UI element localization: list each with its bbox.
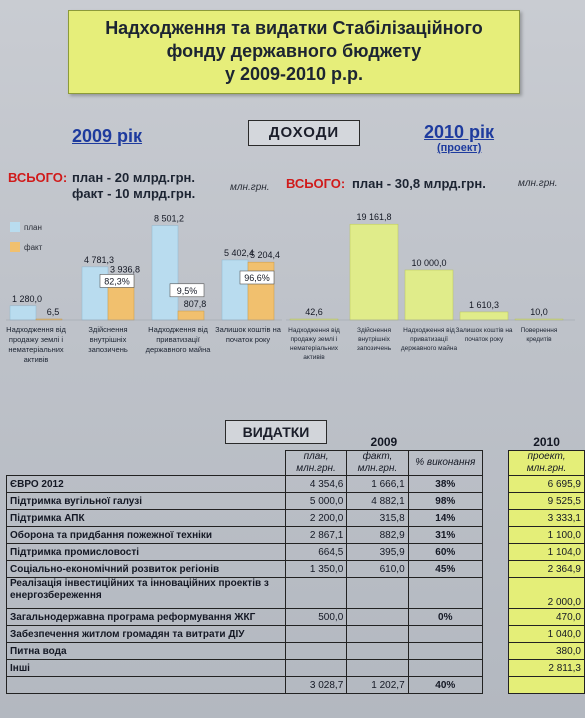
row-percent: 14% — [408, 510, 482, 527]
legend-plan-label: план — [24, 223, 42, 232]
row-plan: 664,5 — [285, 544, 346, 561]
value-label-2010: 10,0 — [530, 307, 548, 317]
category-label-2009: Надходження від — [148, 325, 208, 334]
title-box — [68, 10, 520, 94]
category-label-2009: нематеріальних — [8, 345, 64, 354]
table-row — [7, 578, 585, 609]
row-project: 1 104,0 — [509, 544, 585, 561]
row-project: 2 811,3 — [509, 660, 585, 677]
income-charts — [0, 195, 585, 400]
row-plan: 3 028,7 — [285, 677, 346, 694]
row-project: 2 364,9 — [509, 561, 585, 578]
row-fact — [347, 626, 408, 643]
row-project: 9 525,5 — [509, 493, 585, 510]
category-label-2009: активів — [23, 355, 49, 364]
category-label-2009: запозичень — [88, 345, 128, 354]
row-fact: 4 882,1 — [347, 493, 408, 510]
table-year-row — [7, 434, 585, 451]
value-label-2010: 1 610,3 — [468, 299, 500, 310]
header-plan: план, млн.грн. — [285, 451, 346, 476]
unit-label-2009: млн.грн. — [230, 182, 270, 193]
table-row — [7, 643, 585, 660]
row-project: 3 333,1 — [509, 510, 585, 527]
percent-label: 9,5% — [176, 285, 198, 296]
value-label-fact-2009: 5 204,4 — [249, 250, 281, 261]
row-name: Забезпечення житлом громадян та витрати ДІУ — [7, 626, 286, 643]
table-row — [7, 510, 585, 527]
row-plan: 2 200,0 — [285, 510, 346, 527]
category-label-2009: Надходження від — [6, 325, 66, 334]
total-label-2009: ВСЬОГО: — [8, 170, 68, 185]
category-label-2010: Повернення — [520, 327, 558, 334]
row-project: 1 040,0 — [509, 626, 585, 643]
row-percent — [408, 660, 482, 677]
category-label-2010: Надходження від — [288, 327, 340, 334]
table-row — [7, 544, 585, 561]
row-fact — [347, 609, 408, 626]
legend-fact-label: факт — [24, 243, 43, 252]
row-plan: 500,0 — [285, 609, 346, 626]
chart-2010 — [286, 212, 575, 361]
row-name: Оборона та придбання пожежної техніки — [7, 527, 286, 544]
plan-total-2009: план - 20 млрд.грн. — [72, 170, 195, 185]
table-row — [7, 626, 585, 643]
category-label-2010: кредитів — [526, 336, 552, 343]
row-percent — [408, 578, 482, 609]
row-percent: 45% — [408, 561, 482, 578]
row-name: Підтримка промисловості — [7, 544, 286, 561]
row-name: Інші — [7, 660, 286, 677]
row-project: 6 695,9 — [509, 476, 585, 493]
category-label-2010: нематеріальних — [290, 345, 338, 352]
row-percent: 31% — [408, 527, 482, 544]
row-fact — [347, 643, 408, 660]
header-project: проект, млн.грн. — [509, 451, 585, 476]
category-label-2009: початок року — [225, 335, 271, 344]
row-project: 380,0 — [509, 643, 585, 660]
row-project — [509, 677, 585, 694]
table-header-row — [7, 451, 585, 476]
row-fact: 1 202,7 — [347, 677, 408, 694]
category-label-2010: початок року — [464, 336, 504, 343]
row-percent: 0% — [408, 609, 482, 626]
category-label-2010: запозичень — [356, 345, 392, 352]
category-label-2009: Залишок коштів на — [215, 325, 281, 334]
percent-label: 96,6% — [244, 272, 270, 283]
project-note: (проект) — [437, 142, 482, 154]
year-2009-heading: 2009 рік — [72, 126, 143, 146]
category-label-2009: державного майна — [145, 345, 211, 354]
category-label-2009: продажу землі і — [8, 335, 64, 344]
bar-plan-2009 — [222, 260, 248, 320]
value-label-2010: 10 000,0 — [411, 258, 447, 268]
table-row — [7, 677, 585, 694]
row-fact: 315,8 — [347, 510, 408, 527]
category-label-2010: державного майна — [400, 345, 458, 352]
header-percent: % виконання — [408, 451, 482, 476]
row-project: 2 000,0 — [509, 578, 585, 609]
header-fact: факт, млн.грн. — [347, 451, 408, 476]
year-2010-heading: 2010 рік — [424, 122, 495, 142]
row-name: Питна вода — [7, 643, 286, 660]
value-label-plan-2009: 4 781,3 — [83, 254, 115, 265]
row-percent: 98% — [408, 493, 482, 510]
year-2010-label: 2010 — [533, 435, 560, 449]
plan-total-2010: план - 30,8 млрд.грн. — [352, 176, 486, 191]
category-label-2010: Надходження від — [403, 327, 455, 334]
table-row — [7, 609, 585, 626]
row-project: 470,0 — [509, 609, 585, 626]
page-title: Надходження та видатки Стабілізаційного фонду державного бюджету у 2009-2010 р.р. — [105, 18, 483, 84]
row-percent: 38% — [408, 476, 482, 493]
value-label-2010: 42,6 — [305, 307, 323, 317]
category-label-2010: Здійснення — [357, 327, 391, 334]
row-percent — [408, 643, 482, 660]
row-plan: 4 354,6 — [285, 476, 346, 493]
row-plan — [285, 626, 346, 643]
row-percent: 60% — [408, 544, 482, 561]
row-plan — [285, 660, 346, 677]
table-row — [7, 527, 585, 544]
value-label-plan-2009: 1 280,0 — [11, 293, 43, 304]
value-label-fact-2009: 807,8 — [183, 299, 207, 310]
bar-plan-2009 — [152, 226, 178, 320]
value-label-plan-2009: 8 501,2 — [153, 213, 185, 224]
table-row — [7, 493, 585, 510]
unit-label-2010: млн.грн. — [518, 178, 558, 189]
row-name: Реалізація інвестиційних та інноваційних проектів з енергозбереження — [7, 578, 286, 609]
value-label-2010: 19 161,8 — [356, 212, 392, 223]
value-label-fact-2009: 3 936,8 — [109, 264, 141, 275]
chart-2009 — [6, 214, 282, 364]
category-label-2010: внутрішніх — [358, 336, 390, 343]
expenses-table — [6, 434, 585, 694]
percent-label: 82,3% — [104, 276, 130, 287]
row-fact — [347, 660, 408, 677]
table-row — [7, 660, 585, 677]
row-name — [7, 677, 286, 694]
row-plan: 1 350,0 — [285, 561, 346, 578]
row-name: Загальнодержавна програма реформування ЖКГ — [7, 609, 286, 626]
value-label-plan-2009: 5 402,4 — [223, 247, 255, 258]
row-name: ЄВРО 2012 — [7, 476, 286, 493]
category-label-2010: Залишок коштів на — [455, 327, 513, 334]
bar-plan-2010 — [405, 270, 453, 320]
table-row — [7, 476, 585, 493]
row-percent — [408, 626, 482, 643]
row-plan — [285, 643, 346, 660]
category-label-2009: внутрішніх — [89, 335, 127, 344]
row-percent: 40% — [408, 677, 482, 694]
row-plan: 2 867,1 — [285, 527, 346, 544]
income-section-title: ДОХОДИ — [248, 120, 360, 146]
row-fact: 610,0 — [347, 561, 408, 578]
expenses-section-title: ВИДАТКИ — [225, 420, 327, 444]
row-fact — [347, 578, 408, 609]
row-project: 1 100,0 — [509, 527, 585, 544]
bar-plan-2009 — [10, 306, 36, 320]
row-plan: 5 000,0 — [285, 493, 346, 510]
bar-fact-2009 — [178, 311, 204, 320]
bar-plan-2010 — [350, 224, 398, 320]
value-label-fact-2009: 6,5 — [46, 307, 60, 317]
row-name: Підтримка вугільної галузі — [7, 493, 286, 510]
category-label-2009: Здійснення — [88, 325, 128, 334]
category-label-2009: приватизації — [156, 335, 200, 344]
total-label-2010: ВСЬОГО: — [286, 176, 346, 191]
fact-total-2009: факт - 10 млрд.грн. — [72, 186, 196, 201]
year-2009-label: 2009 — [370, 435, 398, 449]
category-label-2010: приватизації — [410, 336, 448, 343]
table-row — [7, 561, 585, 578]
row-name: Підтримка АПК — [7, 510, 286, 527]
category-label-2010: активів — [303, 354, 325, 361]
category-label-2010: продажу землі і — [290, 336, 338, 343]
row-fact: 882,9 — [347, 527, 408, 544]
row-fact: 1 666,1 — [347, 476, 408, 493]
row-name: Соціально-економічний розвиток регіонів — [7, 561, 286, 578]
row-fact: 395,9 — [347, 544, 408, 561]
bar-plan-2010 — [460, 312, 508, 320]
row-plan — [285, 578, 346, 609]
